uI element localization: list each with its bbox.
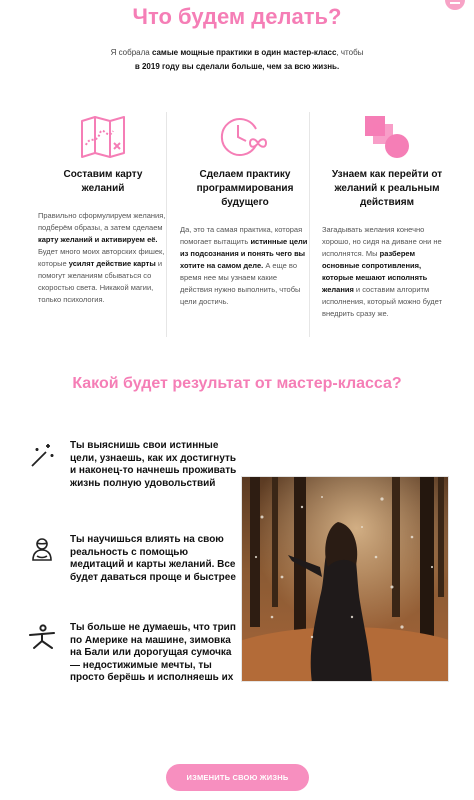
results-title: Какой будет результат от мастер-класса?: [72, 375, 402, 392]
result-text: Ты больше не думаешь, что трип по Америке на машине, зимовка на Бали или дорогущая сумочка — недостижимые мечты, ты просто берёшь и исполняешь их: [70, 622, 236, 683]
feature-card-actions: [322, 112, 452, 320]
yoga-pose-icon: [28, 624, 56, 652]
feature-description: Правильно сформулируем желания, подберём образы, а затем сделаем карту желаний и активируем её. Будет много моих авторских фишек, которые усилят действие карты и помогут желаниям сбываться со скоростью света. Никакой магии, только психология.: [38, 211, 166, 304]
autumn-forest-photo: [241, 476, 449, 682]
feature-card-wish-map: [38, 112, 168, 306]
meditation-icon: [28, 536, 56, 564]
map-icon: [38, 112, 168, 162]
result-text: Ты выяснишь свои истинные цели, узнаешь, как их достигнуть и наконец-то начнешь проживать жизнь полную удовольствий: [70, 440, 237, 489]
feature-description: Загадывать желания конечно хорошо, но сидя на диване они не исполнятся. Мы разберем основные сопротивления, которые мешают исполнять желания и составим алгоритм исполнения, который можно будет внедрить сразу же.: [322, 225, 443, 318]
change-life-button[interactable]: ИЗМЕНИТЬ СВОЮ ЖИЗНЬ: [166, 764, 309, 791]
shapes-icon: [322, 112, 452, 162]
feature-title: Сделаем практику программирования будущего: [196, 169, 294, 208]
page-title: Что будем делать?: [132, 4, 342, 29]
divider: [166, 112, 167, 337]
feature-card-future-programming: [180, 112, 310, 308]
divider: [309, 112, 310, 337]
intro-text: Я собрала самые мощные практики в один мастер-класс, чтобы в 2019 году вы сделали больше, чем за всю жизнь.: [110, 48, 364, 71]
magic-wand-icon: [28, 442, 56, 470]
clock-infinity-icon: [180, 112, 310, 162]
result-text: Ты научишься влиять на свою реальность с помощью медитаций и карты желаний. Все будет даваться проще и быстрее: [70, 534, 236, 583]
feature-title: Узнаем как перейти от желаний к реальным действиям: [331, 169, 443, 208]
feature-title: Составим карту желаний: [63, 169, 143, 194]
feature-description: Да, это та самая практика, которая помогает вытащить истинные цели из подсознания и понять чего вы хотите на самом деле. А еще во время нее мы узнаем какие действия нужно выполнить, чтобы цели достичь.: [180, 225, 308, 306]
